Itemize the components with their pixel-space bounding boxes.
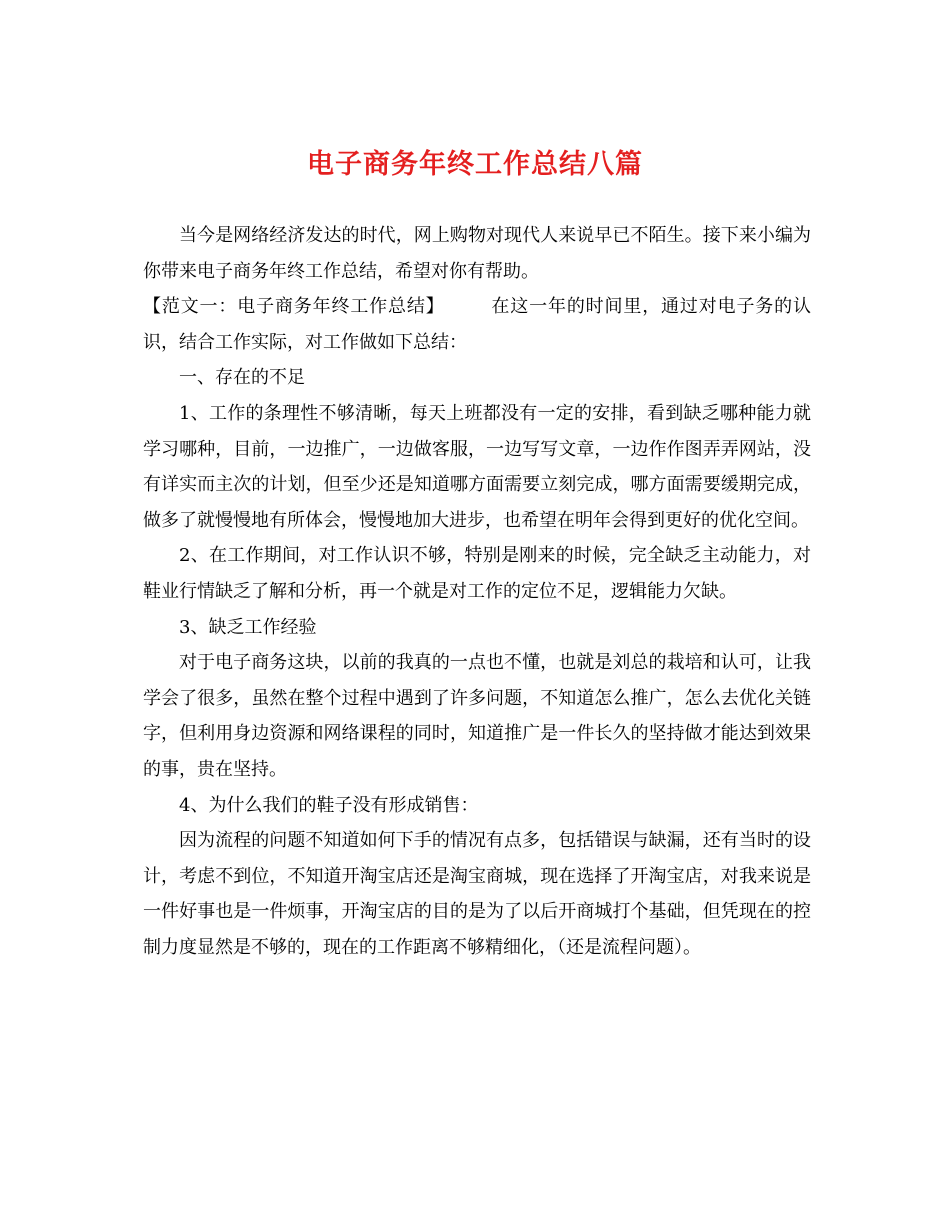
intro-paragraph: 当今是网络经济发达的时代，网上购物对现代人来说早已不陌生。接下来小编为你带来电子商务年终工作总结，希望对你有帮助。 — [143, 225, 811, 282]
item-1-paragraph: 1、工作的条理性不够清晰，每天上班都没有一定的安排，看到缺乏哪种能力就学习哪种，目前，一边推广，一边做客服，一边写写文章，一边作作图弄弄网站，没有详实而主次的计划，但至少还是知道哪方面需要立刻完成，哪方面需要缓期完成，做多了就慢慢地有所体会，慢慢地加大进步，也希望在明年会得到更好的优化空间。 — [143, 402, 811, 531]
item-4-heading: 4、为什么我们的鞋子没有形成销售： — [179, 794, 479, 816]
item-3-heading: 3、缺乏工作经验 — [179, 616, 317, 638]
section-heading-shortcomings: 一、存在的不足 — [179, 367, 305, 389]
fanwen-text: 在这一年的时间里，通过对电子务的认识，结合工作实际，对工作做如下总结： — [143, 296, 812, 353]
fanwen-label: 【范文一：电子商务年终工作总结】 — [143, 296, 445, 318]
item-2-paragraph: 2、在工作期间，对工作认识不够，特别是刚来的时候，完全缺乏主动能力，对鞋业行情缺乏了解和分析，再一个就是对工作的定位不足，逻辑能力欠缺。 — [143, 545, 811, 602]
item-3-paragraph: 对于电子商务这块，以前的我真的一点也不懂，也就是刘总的栽培和认可，让我学会了很多，虽然在整个过程中遇到了许多问题，不知道怎么推广，怎么去优化关链字，但利用身边资源和网络课程的同时，知道推广是一件长久的坚持做才能达到效果的事，贵在坚持。 — [143, 652, 811, 780]
document-title: 电子商务年终工作总结八篇 — [307, 149, 643, 180]
fanwen-paragraph — [143, 289, 811, 360]
item-4-paragraph: 因为流程的问题不知道如何下手的情况有点多，包括错误与缺漏，还有当时的设计，考虑不到位，不知道开淘宝店还是淘宝商城，现在选择了开淘宝店，对我来说是一件好事也是一件烦事，开淘宝店的目的是为了以后开商城打个基础，但凭现在的控制力度显然是不够的，现在的工作距离不够精细化，（还是流程问题）。 — [143, 830, 811, 958]
document-body — [143, 218, 811, 965]
